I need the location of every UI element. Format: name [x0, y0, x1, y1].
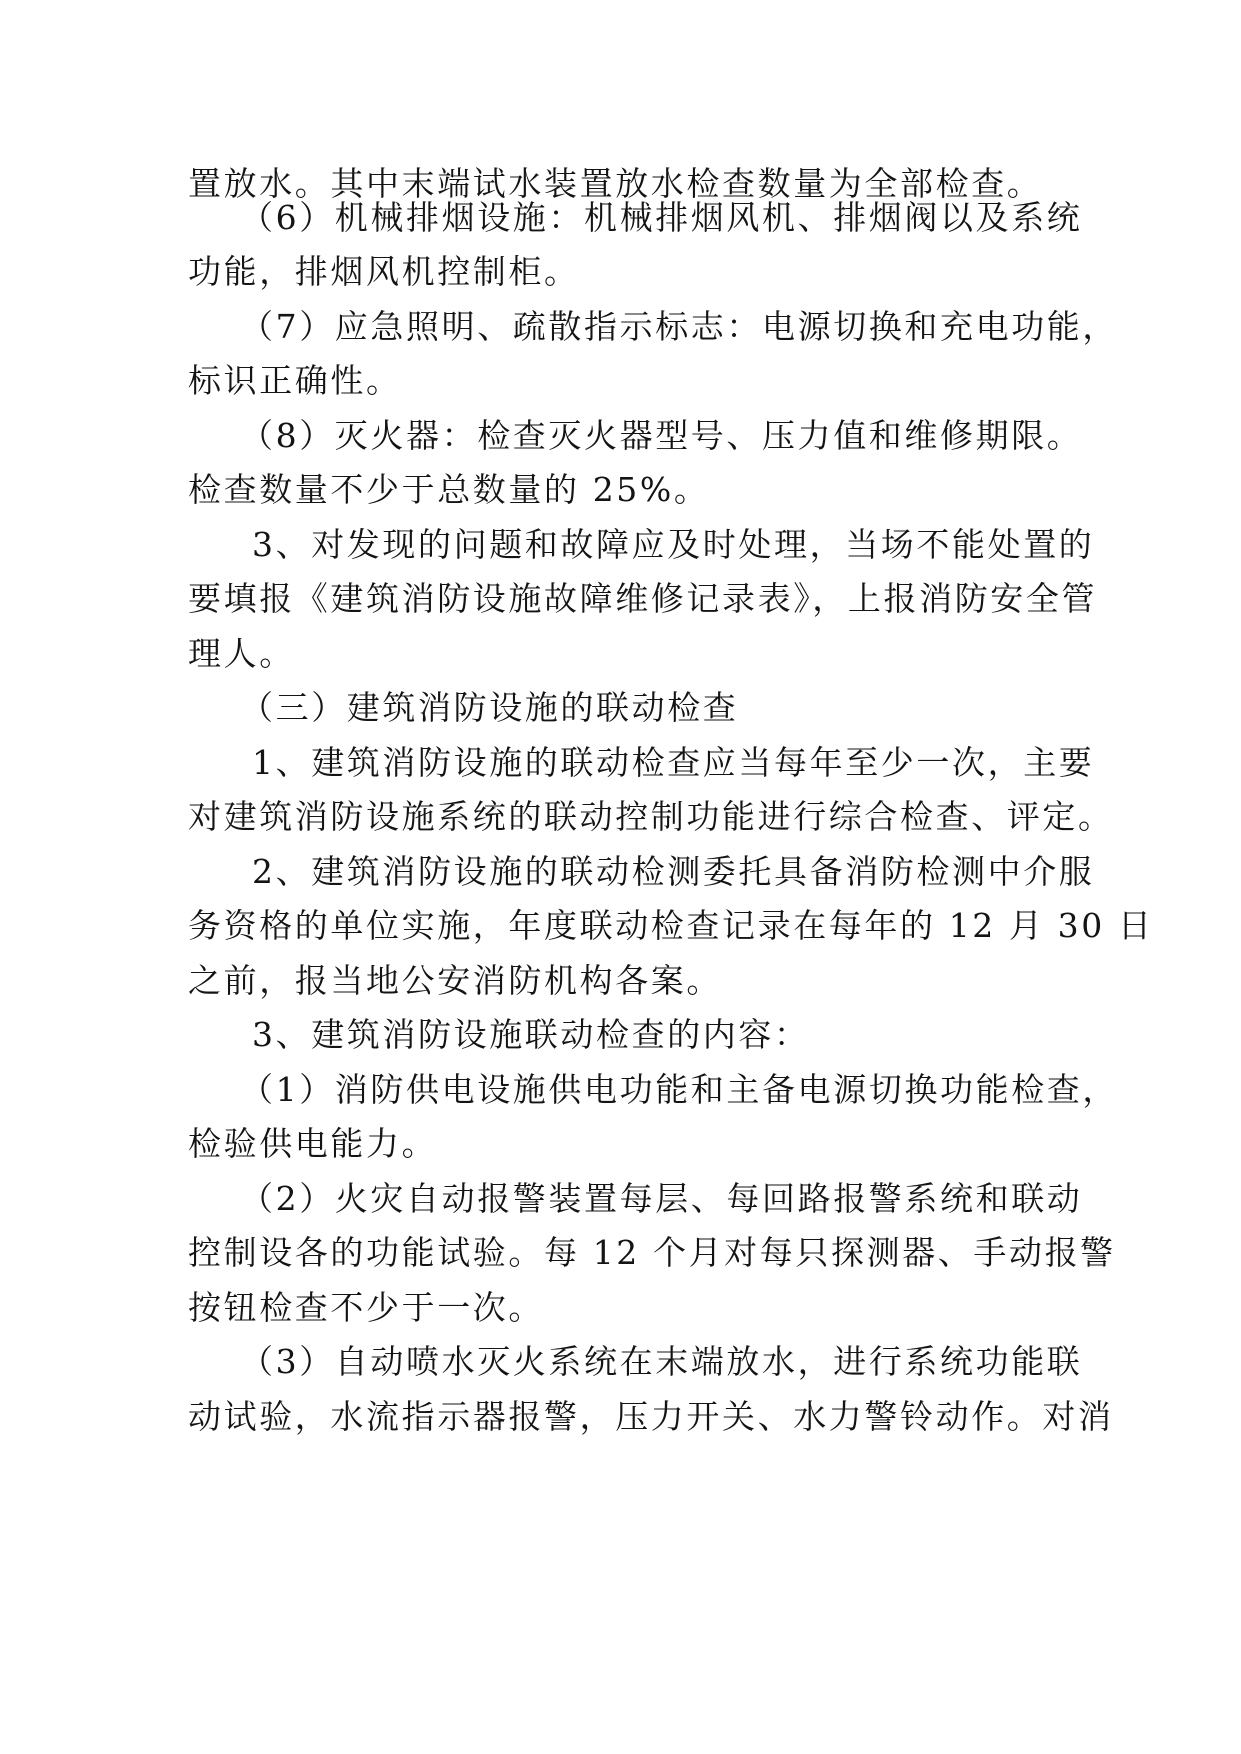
paragraph-line: 动试验，水流指示器报警，压力开关、水力警铃动作。对消 [188, 1397, 1114, 1436]
list-item-7-line: （7）应急照明、疏散指示标志：电源切换和充电功能， [240, 307, 1118, 346]
item-1-line: 1、建筑消防设施的联动检查应当每年至少一次，主要 [252, 743, 1095, 782]
list-item-6-line: （6）机械排烟设施：机械排烟风机、排烟阀以及系统 [240, 198, 1083, 237]
paragraph-line: 控制设各的功能试验。每 12 个月对每只探测器、手动报警 [188, 1233, 1116, 1272]
paragraph-line: 检验供电能力。 [188, 1124, 438, 1163]
paragraph-line: 对建筑消防设施系统的联动控制功能进行综合检查、评定。 [188, 797, 1114, 836]
section-heading: （三）建筑消防设施的联动检查 [240, 688, 739, 727]
paragraph-line: 按钮检查不少于一次。 [188, 1288, 544, 1327]
paragraph-line: 标识正确性。 [188, 361, 402, 400]
paragraph-line: 检查数量不少于总数量的 25%。 [188, 470, 710, 509]
item-2-line: 2、建筑消防设施的联动检测委托具备消防检测中介服 [252, 852, 1095, 891]
list-item-1-line: （1）消防供电设施供电功能和主备电源切换功能检查， [240, 1070, 1118, 1109]
paragraph-line: 之前，报当地公安消防机构各案。 [188, 961, 722, 1000]
list-item-2-line: （2）火灾自动报警装置每层、每回路报警系统和联动 [240, 1179, 1083, 1218]
paragraph-line: 务资格的单位实施，年度联动检查记录在每年的 12 月 30 日 [188, 906, 1154, 945]
paragraph-line: 置放水。其中末端试水装置放水检查数量为全部检查。 [188, 164, 1043, 203]
item-3-heading-line: 3、建筑消防设施联动检查的内容： [252, 1015, 810, 1054]
item-3-line: 3、对发现的问题和故障应及时处理，当场不能处置的 [252, 525, 1095, 564]
paragraph-line: 要填报《建筑消防设施故障维修记录表》，上报消防安全管 [188, 579, 1098, 618]
paragraph-line: 功能，排烟风机控制柜。 [188, 252, 580, 291]
list-item-3-line: （3）自动喷水灭火系统在末端放水，进行系统功能联 [240, 1342, 1083, 1381]
list-item-8-line: （8）灭火器：检查灭火器型号、压力值和维修期限。 [240, 416, 1083, 455]
paragraph-line: 理人。 [188, 634, 295, 673]
